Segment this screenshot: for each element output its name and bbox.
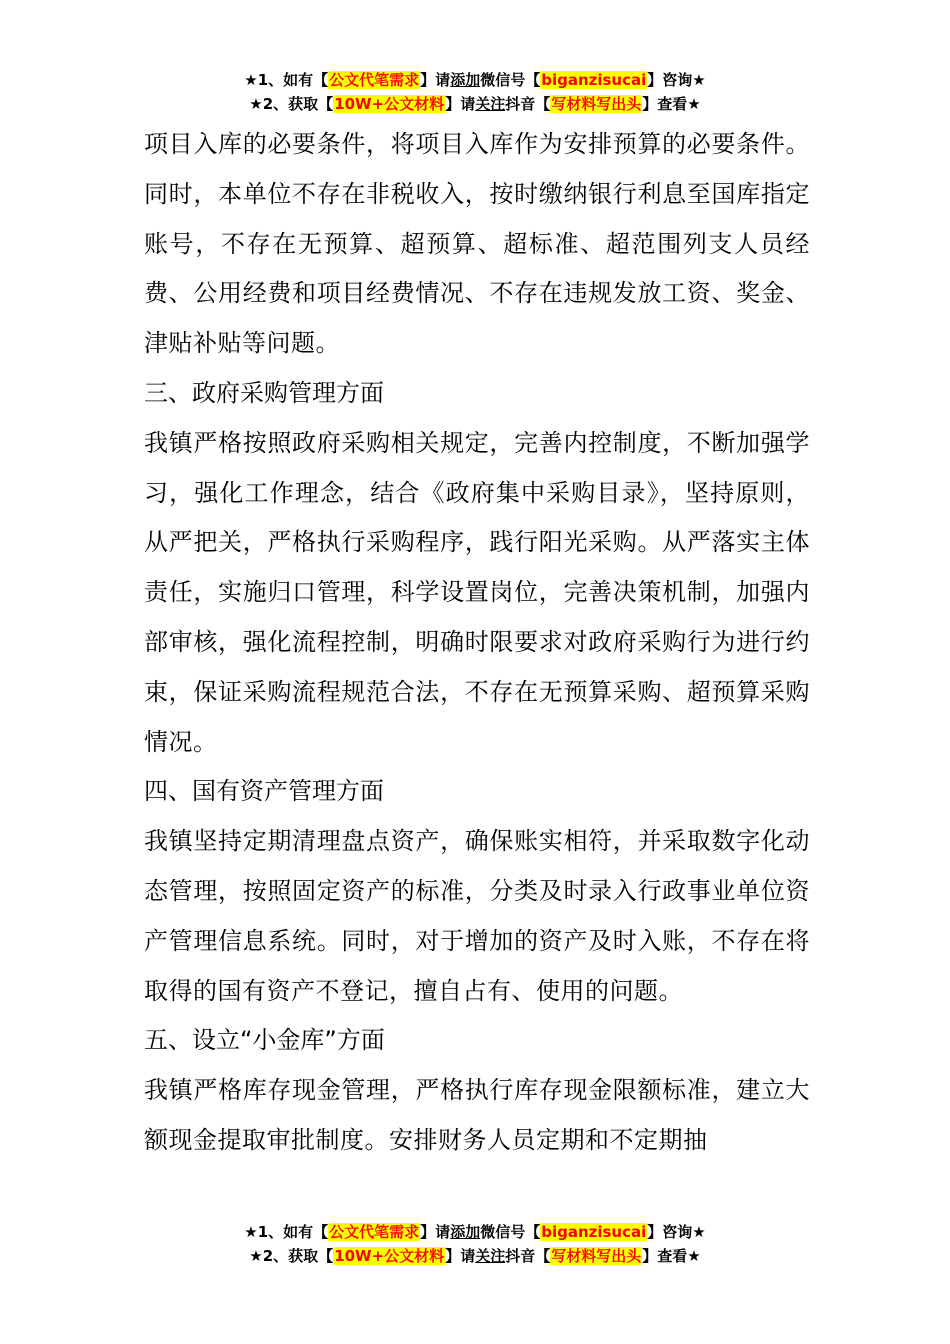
promo-text: 】请 xyxy=(420,71,451,89)
promo-banner-top xyxy=(0,68,950,116)
promo-text: ★2、获取【 xyxy=(249,95,334,113)
promo-highlight: 10W+公文材料 xyxy=(334,95,445,113)
promo-text: 】咨询★ xyxy=(647,71,706,89)
body-paragraph: 我镇严格库存现金管理，严格执行库存现金限额标准，建立大额现金提取审批制度。安排财务人员定期和不定期抽 xyxy=(144,1076,810,1154)
promo-text: ★1、如有【 xyxy=(244,1223,329,1241)
body-paragraph: 我镇坚持定期清理盘点资产，确保账实相符，并采取数字化动态管理，按照固定资产的标准，分类及时录入行政事业单位资产管理信息系统。同时，对于增加的资产及时入账，不存在将取得的国有资产不登记，擅自占有、使用的问题。 xyxy=(144,827,810,1005)
promo-text: 】请 xyxy=(445,95,476,113)
section-heading: 三、政府采购管理方面 xyxy=(144,378,384,407)
promo-highlight: biganzisucai xyxy=(541,1223,647,1241)
promo-text: 】查看★ xyxy=(642,1247,701,1265)
promo-line-2 xyxy=(0,1244,950,1268)
promo-text: 抖音【 xyxy=(505,1247,551,1265)
promo-line-1 xyxy=(0,1220,950,1244)
promo-highlight: 10W+公文材料 xyxy=(334,1247,445,1265)
promo-text: 微信号【 xyxy=(480,71,541,89)
promo-emphasis: 添加 xyxy=(450,71,481,89)
promo-banner-bottom xyxy=(0,1220,950,1268)
promo-highlight: 公文代笔需求 xyxy=(329,1223,420,1241)
body-paragraph: 项目入库的必要条件，将项目入库作为安排预算的必要条件。同时，本单位不存在非税收入，按时缴纳银行利息至国库指定账号，不存在无预算、超预算、超标准、超范围列支人员经费、公用经费和项目经费情况、不存在违规发放工资、奖金、津贴补贴等问题。 xyxy=(144,130,810,358)
body-paragraph: 我镇严格按照政府采购相关规定，完善内控制度，不断加强学习，强化工作理念，结合《政府集中采购目录》，坚持原则，从严把关，严格执行采购程序，践行阳光采购。从严落实主体责任，实施归口管理，科学设置岗位，完善决策机制，加强内部审核，强化流程控制，明确时限要求对政府采购行为进行约束，保证采购流程规范合法，不存在无预算采购、超预算采购情况。 xyxy=(144,428,810,756)
promo-text: 】查看★ xyxy=(642,95,701,113)
promo-line-2 xyxy=(0,92,950,116)
section-heading: 四、国有资产管理方面 xyxy=(144,777,384,806)
promo-highlight: 写材料写出头 xyxy=(551,95,642,113)
document-body xyxy=(144,120,810,1166)
promo-text: ★1、如有【 xyxy=(244,71,329,89)
promo-emphasis: 添加 xyxy=(450,1223,481,1241)
promo-text: 】咨询★ xyxy=(647,1223,706,1241)
promo-text: 】请 xyxy=(420,1223,451,1241)
promo-emphasis: 关注 xyxy=(475,1247,506,1265)
promo-highlight: biganzisucai xyxy=(541,71,647,89)
promo-emphasis: 关注 xyxy=(475,95,506,113)
promo-highlight: 公文代笔需求 xyxy=(329,71,420,89)
promo-text: ★2、获取【 xyxy=(249,1247,334,1265)
promo-highlight: 写材料写出头 xyxy=(551,1247,642,1265)
promo-text: 抖音【 xyxy=(505,95,551,113)
promo-line-1 xyxy=(0,68,950,92)
section-heading: 五、设立“小金库”方面 xyxy=(144,1026,385,1055)
promo-text: 微信号【 xyxy=(480,1223,541,1241)
promo-text: 】请 xyxy=(445,1247,476,1265)
